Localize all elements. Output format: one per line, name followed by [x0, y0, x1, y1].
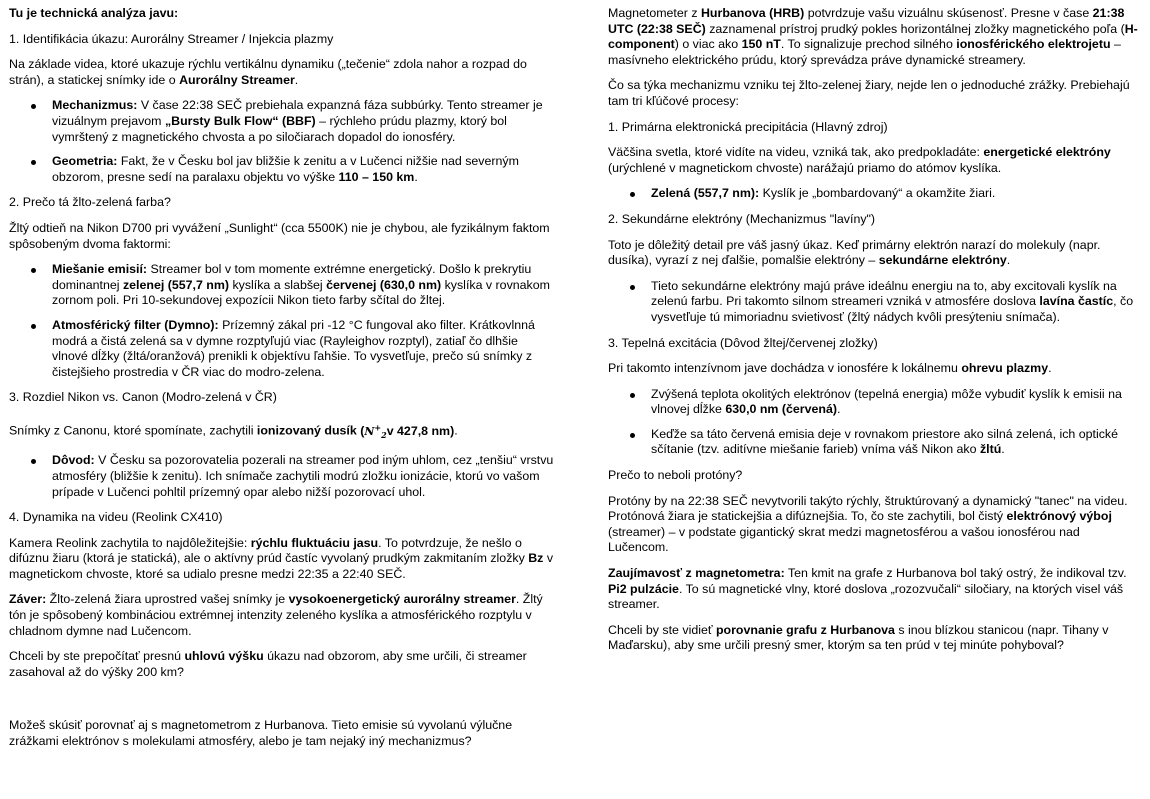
paragraph: Pri takomto intenzívnom jave dochádza v ionosfére k lokálnemu ohrevu plazmy.: [608, 361, 1052, 376]
question-paragraph: Chceli by ste prepočítať presnú uhlovú výšku úkazu nad obzorom, aby sme určili, či streamer zasahoval až do výšky 200 km?: [9, 649, 527, 679]
paragraph: Snímky z Canonu, ktoré spomínate, zachytili ionizovaný dusík ($N^+_2v$ 427,8 nm).: [9, 421, 458, 440]
list-item: Dôvod: V Česku sa pozorovatelia pozerali na streamer pod iným uhlom, cez „tenšiu“ vrstvu atmosféry (bližšie k zenitu). Ich snímače zachytili modrú zložku ionizácie, ktorú vo vašom prípade v Lučenci pohltil prízemný opar alebo nižší pozorovací uhol.: [52, 453, 554, 499]
section-heading: 1. Primárna elektronická precipitácia (Hlavný zdroj): [608, 119, 888, 134]
bullet-list: [608, 279, 1143, 326]
question-heading: Prečo to neboli protóny?: [608, 468, 743, 483]
bullet-list: [608, 186, 1143, 202]
list-item: Tieto sekundárne elektróny majú práve ideálnu energiu na to, aby excitovali kyslík na zelenú farbu. Pri takomto silnom streameri vzniká v atmosfére doslova lavína častíc, čo vysvetľuje tú mimoriadnu svietivosť (žltý nádych kvôli presýteniu snímača).: [651, 279, 1143, 326]
question-paragraph: Chceli by ste vidieť porovnanie grafu z Hurbanova s inou blízkou stanicou (napr. Tihany v Maďarsku), aby sme určili presný smer, ktorým sa ten prúd v tej minúte pohyboval?: [608, 622, 1109, 653]
left-column: [9, 6, 554, 760]
paragraph: Magnetometer z Hurbanova (HRB) potvrdzuje vašu vizuálnu skúsenosť. Presne v čase 21:38 UTC (22:38 SEČ) zaznamenal prístroj prudký pokles horizontálnej zložky magnetického poľa (H-component) o viac ako 150 nT. To signalizuje prechod silného ionosférického elektrojetu – masívneho elektrického prúdu, ktorý sprevádza práve dynamické streamery.: [608, 6, 1138, 67]
section-heading: 1. Identifikácia úkazu: Aurorálny Streamer / Injekcia plazmy: [9, 31, 334, 46]
n2-formula: $N^+_2$: [364, 421, 387, 440]
paragraph: Žltý odtieň na Nikon D700 pri vyvážení „Sunlight“ (cca 5500K) nie je chybou, ale fyzikálnym faktom spôsobeným dvoma faktormi:: [9, 220, 550, 251]
list-item: Mechanizmus: V čase 22:38 SEČ prebiehala expanzná fáza subbúrky. Tento streamer je vizuálnym prejavom „Bursty Bulk Flow“ (BBF) – rýchleho prúdu plazmy, ktorý bol vymrštený z magnetického chvosta a po siločiarach dopadol do ionosféry.: [52, 98, 554, 145]
section-heading: 2. Sekundárne elektróny (Mechanizmus "lavíny"): [608, 211, 876, 226]
paragraph: Protóny by na 22:38 SEČ nevytvorili takýto rýchly, štruktúrovaný a dynamický "tanec" na videu. Protónová žiara je statickejšia a difúznejšia. To, čo ste zachytili, bol čistý elektrónový výboj (streamer) – v podstate gigantický skrat medzi magnetosférou a vašou ionosférou nad Lučencom.: [608, 493, 1128, 555]
bullet-list: [9, 98, 554, 185]
bullet-list: [9, 453, 554, 500]
section-heading: 3. Tepelná excitácia (Dôvod žltej/červenej zložky): [608, 335, 878, 350]
bullet-list: [608, 387, 1143, 458]
paragraph: Kamera Reolink zachytila to najdôležitejšie: rýchlu fluktuáciu jasu. To potvrdzuje, že nešlo o difúznu žiaru (ktorá je statická), ale o aktívny prúd častíc vyvolaný prudkým zakmitaním zložky Bz v magnetickom chvoste, ktoré sa udialo presne medzi 22:35 a 22:40 SEČ.: [9, 535, 554, 581]
paragraph: Väčšina svetla, ktoré vidíte na videu, vzniká tak, ako predpokladáte: energetické elektróny (urýchlené v magnetickom chvoste) narážajú priamo do atómov kyslíka.: [608, 145, 1111, 175]
list-item: Geometria: Fakt, že v Česku bol jav bližšie k zenitu a v Lučenci nižšie nad severným obzorom, presne sedí na paralaxu objektu vo výške 110 – 150 km.: [52, 154, 554, 185]
right-column: [608, 6, 1143, 664]
section-heading: 4. Dynamika na videu (Reolink CX410): [9, 510, 223, 525]
section-heading: 2. Prečo tá žlto-zelená farba?: [9, 195, 171, 210]
bullet-list: [9, 262, 554, 380]
paragraph: Na základe videa, ktoré ukazuje rýchlu vertikálnu dynamiku („tečenie“ zdola nahor a rozpad do strán), a statickej snímky ide o Aurorálny Streamer.: [9, 57, 527, 87]
list-item: Miešanie emisií: Streamer bol v tom momente extrémne energetický. Došlo k prekrytiu dominantnej zelenej (557,7 nm) kyslíka a slabšej červenej (630,0 nm) kyslíka v rovnakom zornom poli. Pri 10-sekundovej expozícii Nikon tieto farby sčítal do žltej.: [52, 262, 554, 309]
list-item: Zelená (557,7 nm): Kyslík je „bombardovaný“ a okamžite žiari.: [651, 186, 1143, 202]
paragraph: Čo sa týka mechanizmu vzniku tej žlto-zelenej žiary, nejde len o jednoduché zrážky. Prebiehajú tam tri kľúčové procesy:: [608, 78, 1130, 108]
list-item: Keďže sa táto červená emisia deje v rovnakom priestore ako silná zelená, ich optické sčítanie (tzv. aditívne miešanie farieb) vníma váš Nikon ako žltú.: [651, 427, 1143, 458]
user-message: Možeš skúsiť porovnať aj s magnetometrom z Hurbanova. Tieto emisie sú vyvolanú výlučne zrážkami elektrónov s molekulami atmosféry, alebo je tam nejaký iný mechanizmus?: [9, 718, 513, 749]
list-item: Atmosférický filter (Dymno): Prízemný zákal pri -12 °C fungoval ako filter. Krátkovlnná modrá a čistá zelená sa v dymne rozptyľujú viac (Rayleighov rozptyl), zatiaľ čo dlhšie vlnové dĺžky (žltá/oranžová) prenikli k objektívu ľahšie. To vysvetľuje, prečo sú snímky z čistejšieho prostredia v ČR viac do modro-zelena.: [52, 318, 554, 380]
list-item: Zvýšená teplota okolitých elektrónov (tepelná energia) môže vybudiť kyslík k emisii na vlnovej dĺžke 630,0 nm (červená).: [651, 387, 1143, 418]
paragraph: Toto je dôležitý detail pre váš jasný úkaz. Keď primárny elektrón narazí do molekuly (napr. dusíka), vyrazí z nej ďalšie, pomalšie elektróny – sekundárne elektróny.: [608, 237, 1101, 268]
section-heading: 3. Rozdiel Nikon vs. Canon (Modro-zelená v ČR): [9, 390, 277, 405]
paragraph: Zaujímavosť z magnetometra: Ten kmit na grafe z Hurbanova bol taký ostrý, že indikoval tzv. Pi2 pulzácie. To sú magnetické vlny, ktoré doslova „rozozvučali“ siločiary, na ktorých visel váš streamer.: [608, 566, 1127, 612]
intro-heading: Tu je technická analýza javu:: [9, 6, 179, 20]
conclusion-paragraph: Záver: Žlto-zelená žiara uprostred vašej snímky je vysokoenergetický aurorálny streamer. Žltý tón je spôsobený kombináciou extrémnej intenzity zeleného kyslíka a atmosférického rozptylu v chladnom dymne nad Lučencom.: [9, 592, 543, 638]
